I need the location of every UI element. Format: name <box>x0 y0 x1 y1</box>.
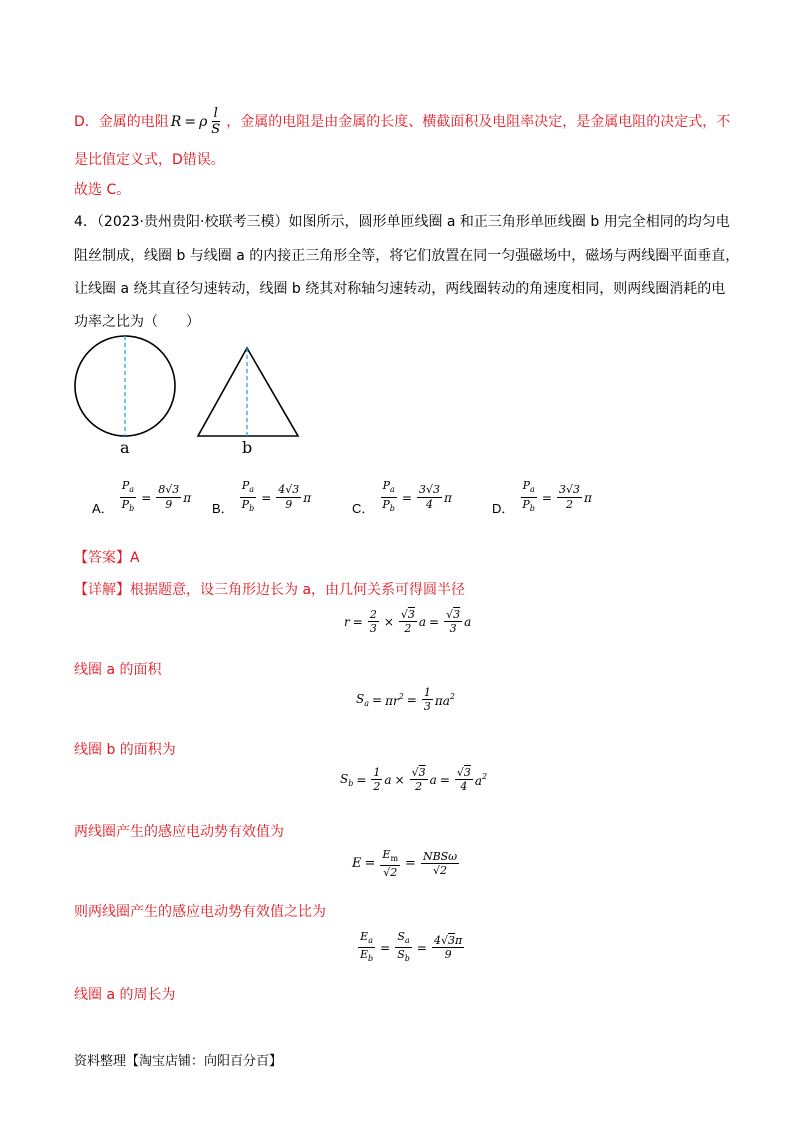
option-d-explanation-line2: 是比值定义式，D错误。 <box>74 152 225 168</box>
option-b-numerator: 4√3 <box>278 483 300 496</box>
question-line-3: 让线圈 a 绕其直径匀速转动，线圈 b 绕其对称轴匀速转动，两线圈转动的角速度相同，则两线圈消耗的电 <box>74 281 726 297</box>
option-a-numerator: 8√3 <box>158 483 180 496</box>
option-d-numerator: 3√3 <box>558 483 580 496</box>
text-area-b: 线圈 b 的面积为 <box>74 742 176 758</box>
option-b-denominator: 9 <box>285 498 293 511</box>
text-emf: 两线圈产生的感应电动势有效值为 <box>74 824 284 840</box>
option-a-label: A． <box>92 501 114 516</box>
option-d-denominator: 2 <box>565 498 573 511</box>
text-perimeter-a: 线圈 a 的周长为 <box>74 987 176 1003</box>
equation-radius: r = $\frac{2}{3}$ × $\frac{√3}{2}$ a = $\frac{√3}{3}$ a <box>344 608 472 635</box>
equation-area-a: $S_a$ = $\pi r^2$ = $\frac{1}{3}$ $\pi a^2$ <box>356 686 455 713</box>
option-d-prefix: D．金属的电阻 <box>74 113 169 130</box>
previous-answer: 故选 C。 <box>74 182 131 198</box>
text-area-a: 线圈 a 的面积 <box>74 662 162 678</box>
option-d[interactable]: D． $\frac{P_a}{P_b}$ = $\frac{3√3}{2}$ π <box>492 479 592 516</box>
option-a[interactable]: A． $\frac{P_a}{P_b}$ = $\frac{8√3}{9}$ π <box>92 479 192 516</box>
equation-emf: E = $\frac{E_m}{√2}$ = $\frac{\text{NBSω}}{√2}$ <box>352 848 458 879</box>
option-d-suffix: ，金属的电阻是由金属的长度、横截面积及电阻率决定，是金属电阻的决定式，不 <box>226 113 731 130</box>
question-line-4: 功率之比为（ ） <box>74 314 200 330</box>
question-text-1: （2023·贵州贵阳·校联考三模）如图所示，圆形单匝线圈 a 和正三角形单匝线圈 b 用完全相同的均匀电 <box>96 214 730 230</box>
equation-area-b: $S_b$ = $\frac{1}{2}$ a × $\frac{√3}{2}$ a = $\frac{√3}{4}$ $a^2$ <box>340 766 488 793</box>
answer: 【答案】A <box>74 550 140 566</box>
option-b[interactable]: B． $\frac{P_a}{P_b}$ = $\frac{4√3}{9}$ π <box>212 479 312 516</box>
figure-label-a: a <box>120 438 130 457</box>
question-number: 4． <box>74 214 97 230</box>
detail-intro: 【详解】根据题意，设三角形边长为 a，由几何关系可得圆半径 <box>74 582 466 598</box>
option-d-explanation <box>74 106 730 137</box>
option-a-denominator: 9 <box>165 498 173 511</box>
option-b-label: B． <box>212 501 234 516</box>
figure-label-b: b <box>242 438 253 457</box>
question-line-2: 阻丝制成，线圈 b 与线圈 a 的内接正三角形全等，将它们放置在同一匀强磁场中，磁场与两线圈平面垂直， <box>74 248 740 264</box>
coil-figure <box>70 332 310 460</box>
option-c-label: C． <box>352 501 375 516</box>
resistance-formula: R = ρ $\frac{l}{S}$ <box>170 106 221 137</box>
equation-emf-ratio: $\frac{E_a}{E_b}$ = $\frac{S_a}{S_b}$ = $\frac{4√3\pi}{9}$ <box>360 930 463 963</box>
question-line-1 <box>74 212 730 232</box>
option-c[interactable]: C． $\frac{P_a}{P_b}$ = $\frac{3√3}{4}$ π <box>352 479 452 516</box>
text-emf-ratio: 则两线圈产生的感应电动势有效值之比为 <box>74 904 326 920</box>
footer-source: 资料整理【淘宝店铺：向阳百分百】 <box>74 1054 283 1069</box>
triangular-coil-b <box>198 348 298 436</box>
option-c-numerator: 3√3 <box>418 483 440 496</box>
option-d-label: D． <box>492 501 515 516</box>
option-c-denominator: 4 <box>425 498 433 511</box>
